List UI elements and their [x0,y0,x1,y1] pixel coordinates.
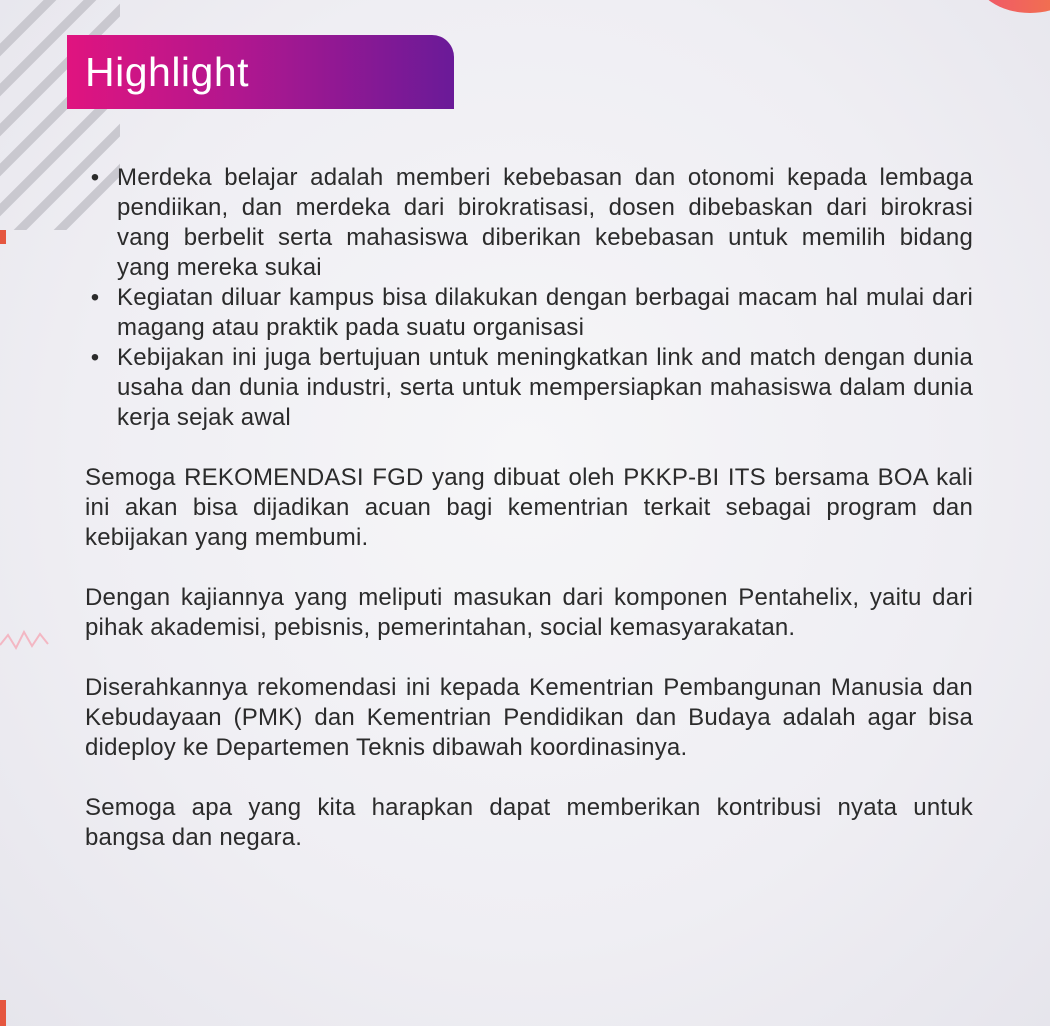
page-title: Highlight [85,48,250,95]
paragraph-pentahelix: Dengan kajiannya yang meliputi masukan dari komponen Pentahelix, yaitu dari pihak akademisi, pebisnis, pemerintahan, social kemasyarakatan. [85,584,973,641]
bullet-list [85,163,973,433]
bullet-item [85,343,973,433]
bullet-text: Kegiatan diluar kampus bisa dilakukan dengan berbagai macam hal mulai dari magang atau praktik pada suatu organisasi [117,284,973,341]
bullet-text: Merdeka belajar adalah memberi kebebasan dan otonomi kepada lembaga pendiikan, dan merdeka dari birokratisasi, dosen dibebaskan dari birokrasi vang berbelit serta mahasiswa diberikan kebebasan untuk memilih bidang yang mereka sukai [117,164,973,281]
bullet-icon: • [90,164,100,191]
bullet-icon: • [90,284,100,311]
highlight-banner [67,35,454,109]
squiggle-decoration [0,620,60,660]
edge-accent-mark [0,230,6,244]
bullet-icon: • [90,344,100,371]
bullet-item [85,283,973,343]
bullet-text: Kebijakan ini juga bertujuan untuk meningkatkan link and match dengan dunia usaha dan dunia industri, serta untuk mempersiapkan mahasiswa dalam dunia kerja sejak awal [117,344,973,431]
paragraph-closing: Semoga apa yang kita harapkan dapat memberikan kontribusi nyata untuk bangsa dan negara. [85,794,973,851]
paragraph-recommendation: Semoga REKOMENDASI FGD yang dibuat oleh PKKP-BI ITS bersama BOA kali ini akan bisa dijadikan acuan bagi kementrian terkait sebagai program dan kebijakan yang membumi. [85,464,973,551]
bullet-item [85,163,973,283]
corner-gradient-shape [960,0,1050,20]
content-body [85,163,973,853]
edge-accent-mark [0,1000,6,1026]
paragraph-submission: Diserahkannya rekomendasi ini kepada Kementrian Pembangunan Manusia dan Kebudayaan (PMK) dan Kementrian Pendidikan dan Budaya adalah agar bisa dideploy ke Departemen Teknis dibawah koordinasinya. [85,674,973,761]
